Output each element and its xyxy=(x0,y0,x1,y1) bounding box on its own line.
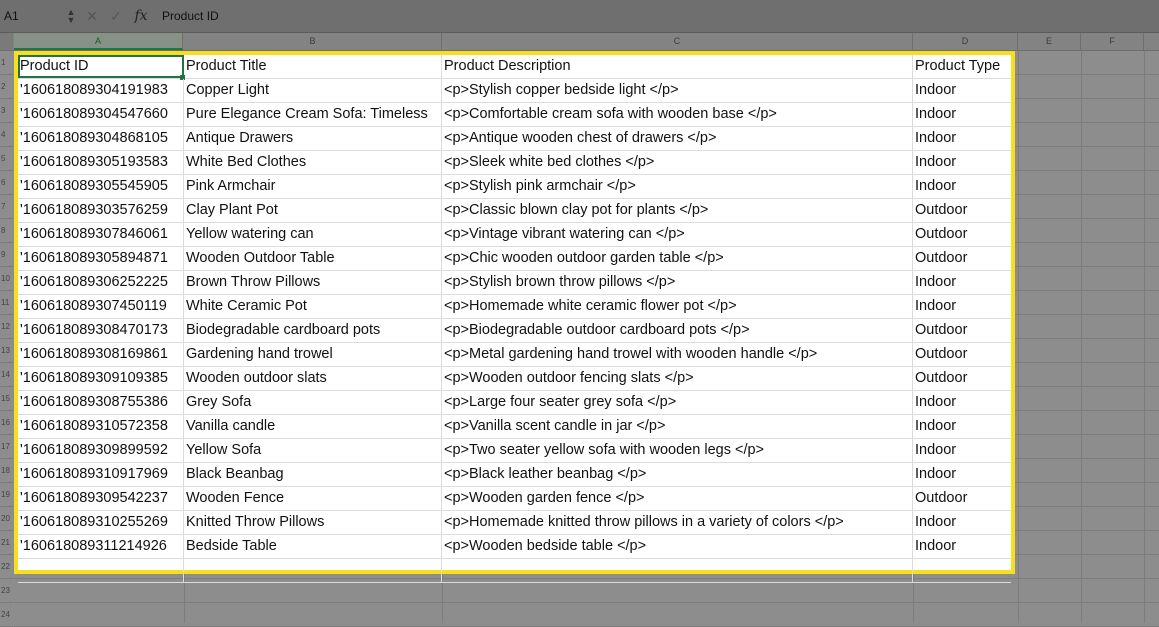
table-row xyxy=(18,295,1011,319)
cell-product-description[interactable]: <p>Metal gardening hand trowel with wooden handle </p> xyxy=(442,343,913,366)
cell-product-id[interactable]: '160618089310255269 xyxy=(18,511,184,534)
cell-product-type[interactable]: Outdoor xyxy=(915,370,968,386)
row-header[interactable]: 19 xyxy=(0,483,13,507)
cell-product-id[interactable]: '160618089310572358 xyxy=(18,415,184,438)
cell-product-title[interactable]: Antique Drawers xyxy=(184,127,442,150)
cell-product-title[interactable]: Copper Light xyxy=(184,79,442,102)
function-icon[interactable]: fx xyxy=(134,8,148,24)
table-row xyxy=(18,199,1011,223)
cell-product-id[interactable]: '160618089307450119 xyxy=(18,295,184,318)
empty-cell[interactable] xyxy=(442,559,913,582)
header-cell-product-id[interactable]: Product ID xyxy=(18,55,184,78)
table-row xyxy=(18,79,1011,103)
cell-product-id[interactable]: '160618089305193583 xyxy=(18,151,184,174)
cell-product-description[interactable]: <p>Classic blown clay pot for plants </p> xyxy=(442,199,913,222)
cell-product-type[interactable]: Indoor xyxy=(915,298,957,314)
cell-product-type[interactable]: Indoor xyxy=(915,418,957,434)
table-row xyxy=(18,535,1011,559)
cell-product-description[interactable]: <p>Stylish brown throw pillows </p> xyxy=(442,271,913,294)
cell-product-description[interactable]: <p>Large four seater grey sofa </p> xyxy=(442,391,913,414)
cell-product-type[interactable]: Indoor xyxy=(915,466,957,482)
cell-product-type[interactable]: Outdoor xyxy=(915,322,968,338)
cell-product-title[interactable]: Bedside Table xyxy=(184,535,442,558)
cell-product-description[interactable]: <p>Homemade knitted throw pillows in a variety of colors </p> xyxy=(442,511,913,534)
table-row xyxy=(18,127,1011,151)
cell-product-description[interactable]: <p>Wooden garden fence </p> xyxy=(442,487,913,510)
cell-product-type[interactable]: Outdoor xyxy=(915,226,968,242)
row-header[interactable]: 7 xyxy=(0,195,13,219)
table-row xyxy=(18,271,1011,295)
row-header[interactable]: 8 xyxy=(0,219,13,243)
cell-product-id[interactable]: '160618089308169861 xyxy=(18,343,184,366)
column-header-a[interactable]: A xyxy=(14,33,183,50)
cell-product-type[interactable]: Indoor xyxy=(915,394,957,410)
cell-product-title[interactable]: Pink Armchair xyxy=(184,175,442,198)
cell-product-description[interactable]: <p>Antique wooden chest of drawers </p> xyxy=(442,127,913,150)
cell-product-id[interactable]: '160618089305545905 xyxy=(18,175,184,198)
cell-product-title[interactable]: Brown Throw Pillows xyxy=(184,271,442,294)
row-header[interactable]: 1 xyxy=(0,51,13,75)
row-header[interactable]: 15 xyxy=(0,387,13,411)
row-header[interactable]: 18 xyxy=(0,459,13,483)
table-header-row xyxy=(18,55,1011,79)
cell-product-type[interactable]: Indoor xyxy=(915,514,957,530)
cell-product-type[interactable]: Indoor xyxy=(915,274,957,290)
row-header[interactable]: 9 xyxy=(0,243,13,267)
cell-product-title[interactable]: Vanilla candle xyxy=(184,415,442,438)
highlighted-product-table xyxy=(14,51,1015,574)
table-row xyxy=(18,391,1011,415)
column-header-b[interactable]: B xyxy=(184,33,442,50)
row-header[interactable]: 17 xyxy=(0,435,13,459)
table-row-empty xyxy=(18,559,1011,583)
cell-product-description[interactable]: <p>Sleek white bed clothes </p> xyxy=(442,151,913,174)
cell-product-title[interactable]: Wooden Fence xyxy=(184,487,442,510)
row-header[interactable]: 10 xyxy=(0,267,13,291)
cell-product-description[interactable]: <p>Stylish copper bedside light </p> xyxy=(442,79,913,102)
column-header-f[interactable]: F xyxy=(1081,33,1144,50)
header-cell-product-description[interactable]: Product Description xyxy=(442,55,913,78)
empty-cell[interactable] xyxy=(913,559,1011,582)
cell-product-title[interactable]: Clay Plant Pot xyxy=(184,199,442,222)
grid-line xyxy=(14,602,1159,603)
cell-product-id[interactable]: '160618089303576259 xyxy=(18,199,184,222)
cell-product-id[interactable]: '160618089311214926 xyxy=(18,535,184,558)
cell-product-type[interactable]: Indoor xyxy=(915,130,957,146)
grid-line xyxy=(1081,51,1082,623)
formula-input[interactable]: Product ID xyxy=(162,9,219,23)
cell-product-description[interactable]: <p>Comfortable cream sofa with wooden base </p> xyxy=(442,103,913,126)
table-row xyxy=(18,511,1011,535)
cell-product-description[interactable]: <p>Two seater yellow sofa with wooden legs </p> xyxy=(442,439,913,462)
row-header[interactable]: 21 xyxy=(0,531,13,555)
cell-product-id[interactable]: '160618089304191983 xyxy=(18,79,184,102)
cell-product-id[interactable]: '160618089306252225 xyxy=(18,271,184,294)
cell-product-description[interactable]: <p>Wooden bedside table </p> xyxy=(442,535,913,558)
row-header[interactable]: 13 xyxy=(0,339,13,363)
cell-product-description[interactable]: <p>Wooden outdoor fencing slats </p> xyxy=(442,367,913,390)
column-header-c[interactable]: C xyxy=(442,33,913,50)
row-header[interactable]: 14 xyxy=(0,363,13,387)
row-header[interactable]: 23 xyxy=(0,579,13,603)
cell-product-id[interactable]: '160618089304868105 xyxy=(18,127,184,150)
cell-product-title[interactable]: Yellow Sofa xyxy=(184,439,442,462)
header-cell-product-title[interactable]: Product Title xyxy=(184,55,442,78)
cell-product-title[interactable]: Yellow watering can xyxy=(184,223,442,246)
cancel-icon[interactable]: ✕ xyxy=(86,7,98,24)
name-box[interactable]: A1 xyxy=(4,9,19,23)
row-header[interactable]: 16 xyxy=(0,411,13,435)
cell-product-id[interactable]: '160618089308755386 xyxy=(18,391,184,414)
cell-product-id[interactable]: '160618089308470173 xyxy=(18,319,184,342)
cell-product-description[interactable]: <p>Homemade white ceramic flower pot </p> xyxy=(442,295,913,318)
confirm-icon[interactable]: ✓ xyxy=(110,7,122,24)
cell-product-type[interactable]: Indoor xyxy=(915,442,957,458)
cell-product-description[interactable]: <p>Biodegradable outdoor cardboard pots </p> xyxy=(442,319,913,342)
column-header-row xyxy=(0,33,1159,51)
table-row xyxy=(18,343,1011,367)
table-row xyxy=(18,247,1011,271)
cell-product-title[interactable]: White Ceramic Pot xyxy=(184,295,442,318)
row-header[interactable]: 3 xyxy=(0,99,13,123)
table-row xyxy=(18,415,1011,439)
cell-product-type[interactable]: Indoor xyxy=(915,178,957,194)
cell-product-type[interactable]: Outdoor xyxy=(915,490,968,506)
row-header[interactable]: 5 xyxy=(0,147,13,171)
cell-product-title[interactable]: Grey Sofa xyxy=(184,391,442,414)
cell-product-description[interactable]: <p>Stylish pink armchair </p> xyxy=(442,175,913,198)
cell-product-description[interactable]: <p>Black leather beanbag </p> xyxy=(442,463,913,486)
row-header[interactable]: 24 xyxy=(0,603,13,627)
cell-product-id[interactable]: '160618089304547660 xyxy=(18,103,184,126)
table-row xyxy=(18,319,1011,343)
cell-product-description[interactable]: <p>Vintage vibrant watering can </p> xyxy=(442,223,913,246)
cell-product-type[interactable]: Outdoor xyxy=(915,346,968,362)
formula-bar xyxy=(0,0,1159,33)
cell-product-title[interactable]: Gardening hand trowel xyxy=(184,343,442,366)
grid-line xyxy=(1018,51,1019,623)
cell-product-type[interactable]: Indoor xyxy=(915,106,957,122)
cell-product-id[interactable]: '160618089309899592 xyxy=(18,439,184,462)
cell-product-id[interactable]: '160618089309542237 xyxy=(18,487,184,510)
empty-cell[interactable] xyxy=(18,559,184,582)
name-box-stepper-icon[interactable]: ▲ ▼ xyxy=(66,7,76,25)
table-row xyxy=(18,487,1011,511)
cell-product-type[interactable]: Indoor xyxy=(915,82,957,98)
cell-product-title[interactable]: Pure Elegance Cream Sofa: Timeless xyxy=(184,103,442,126)
table-row xyxy=(18,175,1011,199)
row-header[interactable]: 20 xyxy=(0,507,13,531)
cell-product-id[interactable]: '160618089310917969 xyxy=(18,463,184,486)
table-row xyxy=(18,223,1011,247)
row-header[interactable]: 2 xyxy=(0,75,13,99)
cell-product-title[interactable]: Black Beanbag xyxy=(184,463,442,486)
cell-product-type[interactable]: Indoor xyxy=(915,154,957,170)
cell-product-title[interactable]: Wooden Outdoor Table xyxy=(184,247,442,270)
cell-product-title[interactable]: Knitted Throw Pillows xyxy=(184,511,442,534)
cell-product-title[interactable]: Biodegradable cardboard pots xyxy=(184,319,442,342)
cell-product-id[interactable]: '160618089305894871 xyxy=(18,247,184,270)
column-header-e[interactable]: E xyxy=(1018,33,1081,50)
cell-product-type[interactable]: Outdoor xyxy=(915,202,968,218)
row-header[interactable]: 4 xyxy=(0,123,13,147)
cell-product-id[interactable]: '160618089309109385 xyxy=(18,367,184,390)
row-header[interactable]: 11 xyxy=(0,291,13,315)
cell-product-id[interactable]: '160618089307846061 xyxy=(18,223,184,246)
cell-product-title[interactable]: Wooden outdoor slats xyxy=(184,367,442,390)
row-header[interactable]: 12 xyxy=(0,315,13,339)
cell-product-title[interactable]: White Bed Clothes xyxy=(184,151,442,174)
table-row xyxy=(18,151,1011,175)
table-row xyxy=(18,103,1011,127)
grid-line xyxy=(1144,51,1145,623)
header-cell-product-type[interactable]: Product Type xyxy=(915,58,1001,74)
column-header-d[interactable]: D xyxy=(913,33,1018,50)
cell-product-description[interactable]: <p>Chic wooden outdoor garden table </p> xyxy=(442,247,913,270)
cell-product-type[interactable]: Outdoor xyxy=(915,250,968,266)
row-header[interactable]: 22 xyxy=(0,555,13,579)
select-all-corner[interactable] xyxy=(0,33,13,50)
empty-cell[interactable] xyxy=(184,559,442,582)
table-row xyxy=(18,463,1011,487)
cell-product-description[interactable]: <p>Vanilla scent candle in jar </p> xyxy=(442,415,913,438)
table-row xyxy=(18,439,1011,463)
row-header[interactable]: 6 xyxy=(0,171,13,195)
table-row xyxy=(18,367,1011,391)
cell-product-type[interactable]: Indoor xyxy=(915,538,957,554)
